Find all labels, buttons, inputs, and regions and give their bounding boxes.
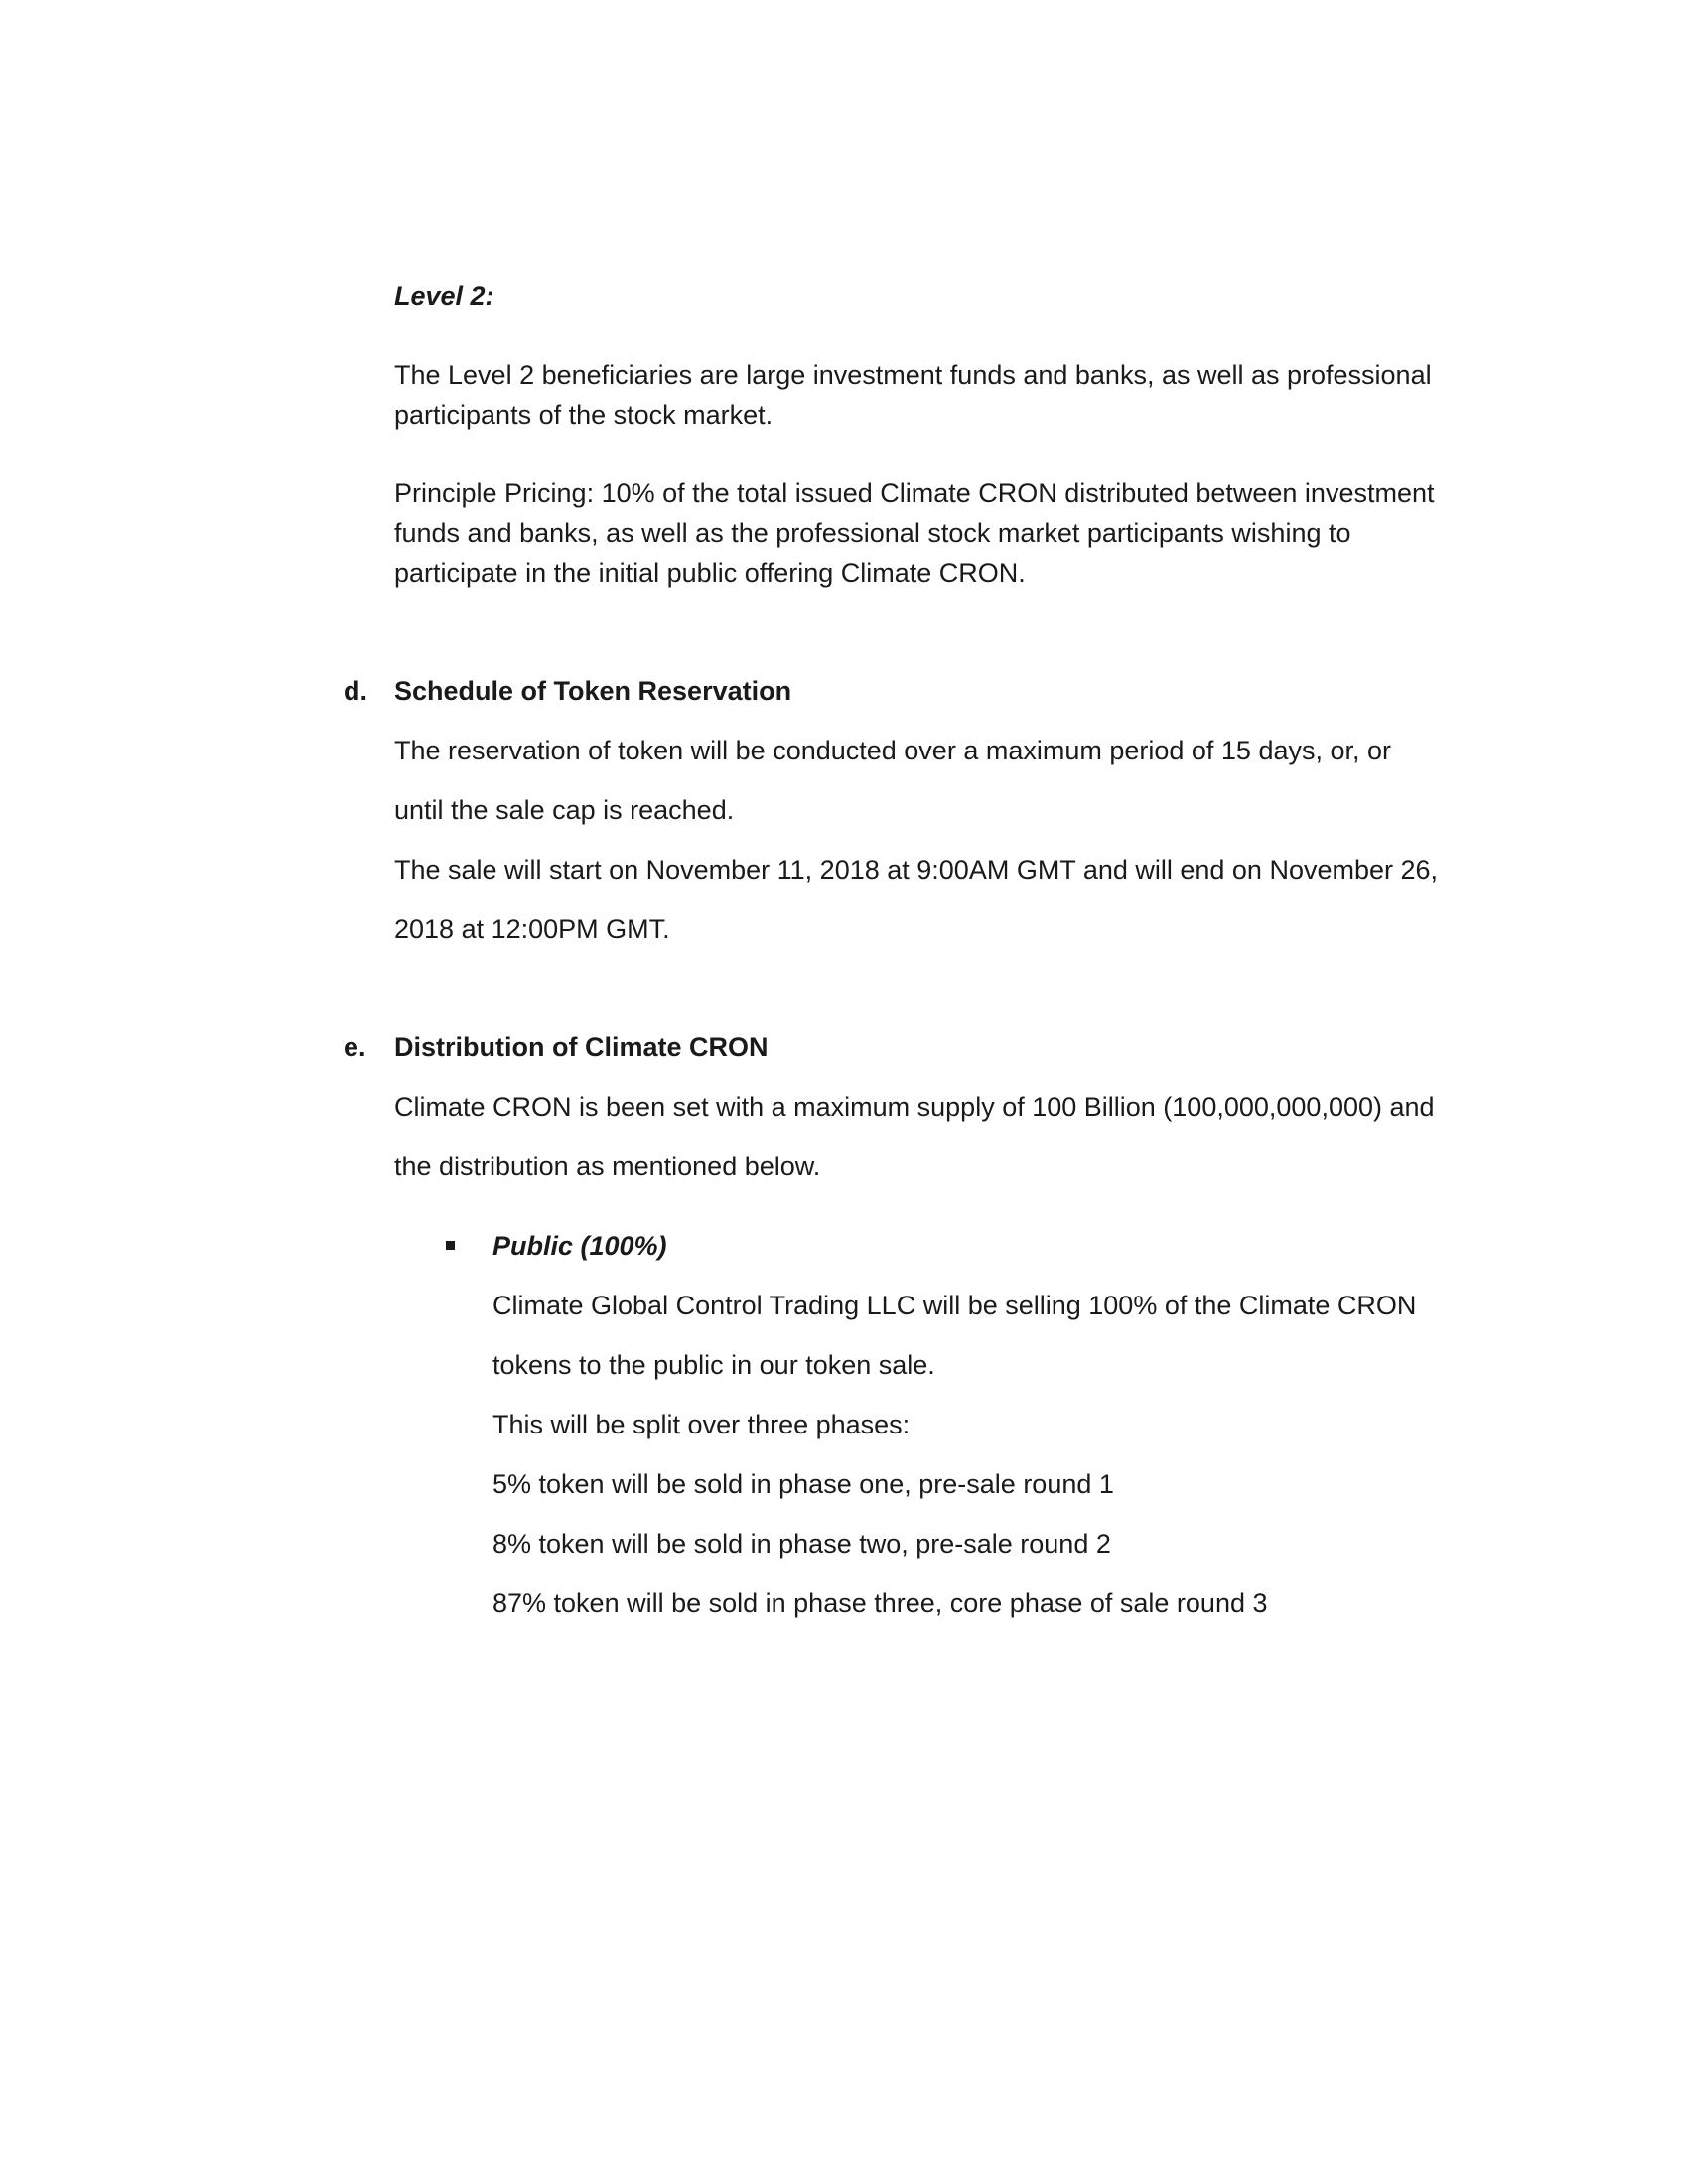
section-d-line4: 2018 at 12:00PM GMT.: [394, 914, 670, 944]
section-e-title: Distribution of Climate CRON: [394, 1032, 769, 1062]
bullet-line5: 8% token will be sold in phase two, pre-sale round 2: [492, 1529, 1111, 1559]
level2-heading: Level 2:: [394, 281, 494, 311]
bullet-line2: tokens to the public in our token sale.: [492, 1350, 935, 1380]
bullet-title: Public (100%): [492, 1231, 667, 1261]
section-d-line3: The sale will start on November 11, 2018 at 9:00AM GMT and will end on November 26,: [394, 855, 1439, 885]
bullet-line3: This will be split over three phases:: [492, 1410, 911, 1439]
section-d-marker: d.: [344, 676, 367, 706]
section-e-line1: Climate CRON is been set with a maximum supply of 100 Billion (100,000,000,000) and: [394, 1092, 1435, 1122]
level2-para2-line1: Principle Pricing: 10% of the total issued Climate CRON distributed between investment: [394, 478, 1435, 508]
bullet-line6: 87% token will be sold in phase three, core phase of sale round 3: [492, 1588, 1268, 1618]
section-d-line1: The reservation of token will be conducted over a maximum period of 15 days, or, or: [394, 736, 1392, 765]
section-d-title: Schedule of Token Reservation: [394, 676, 792, 706]
level2-para2-line3: participate in the initial public offering Climate CRON.: [394, 558, 1026, 588]
level2-para1-line2: participants of the stock market.: [394, 400, 774, 430]
bullet-line4: 5% token will be sold in phase one, pre-sale round 1: [492, 1469, 1114, 1499]
bullet-line1: Climate Global Control Trading LLC will be selling 100% of the Climate CRON: [492, 1291, 1417, 1320]
section-e-marker: e.: [344, 1032, 366, 1062]
level2-para1-line1: The Level 2 beneficiaries are large investment funds and banks, as well as professional: [394, 360, 1432, 390]
section-d-line2: until the sale cap is reached.: [394, 795, 735, 825]
square-bullet-icon: [446, 1241, 455, 1250]
section-e-line2: the distribution as mentioned below.: [394, 1152, 821, 1181]
level2-para2-line2: funds and banks, as well as the professional stock market participants wishing to: [394, 518, 1351, 548]
